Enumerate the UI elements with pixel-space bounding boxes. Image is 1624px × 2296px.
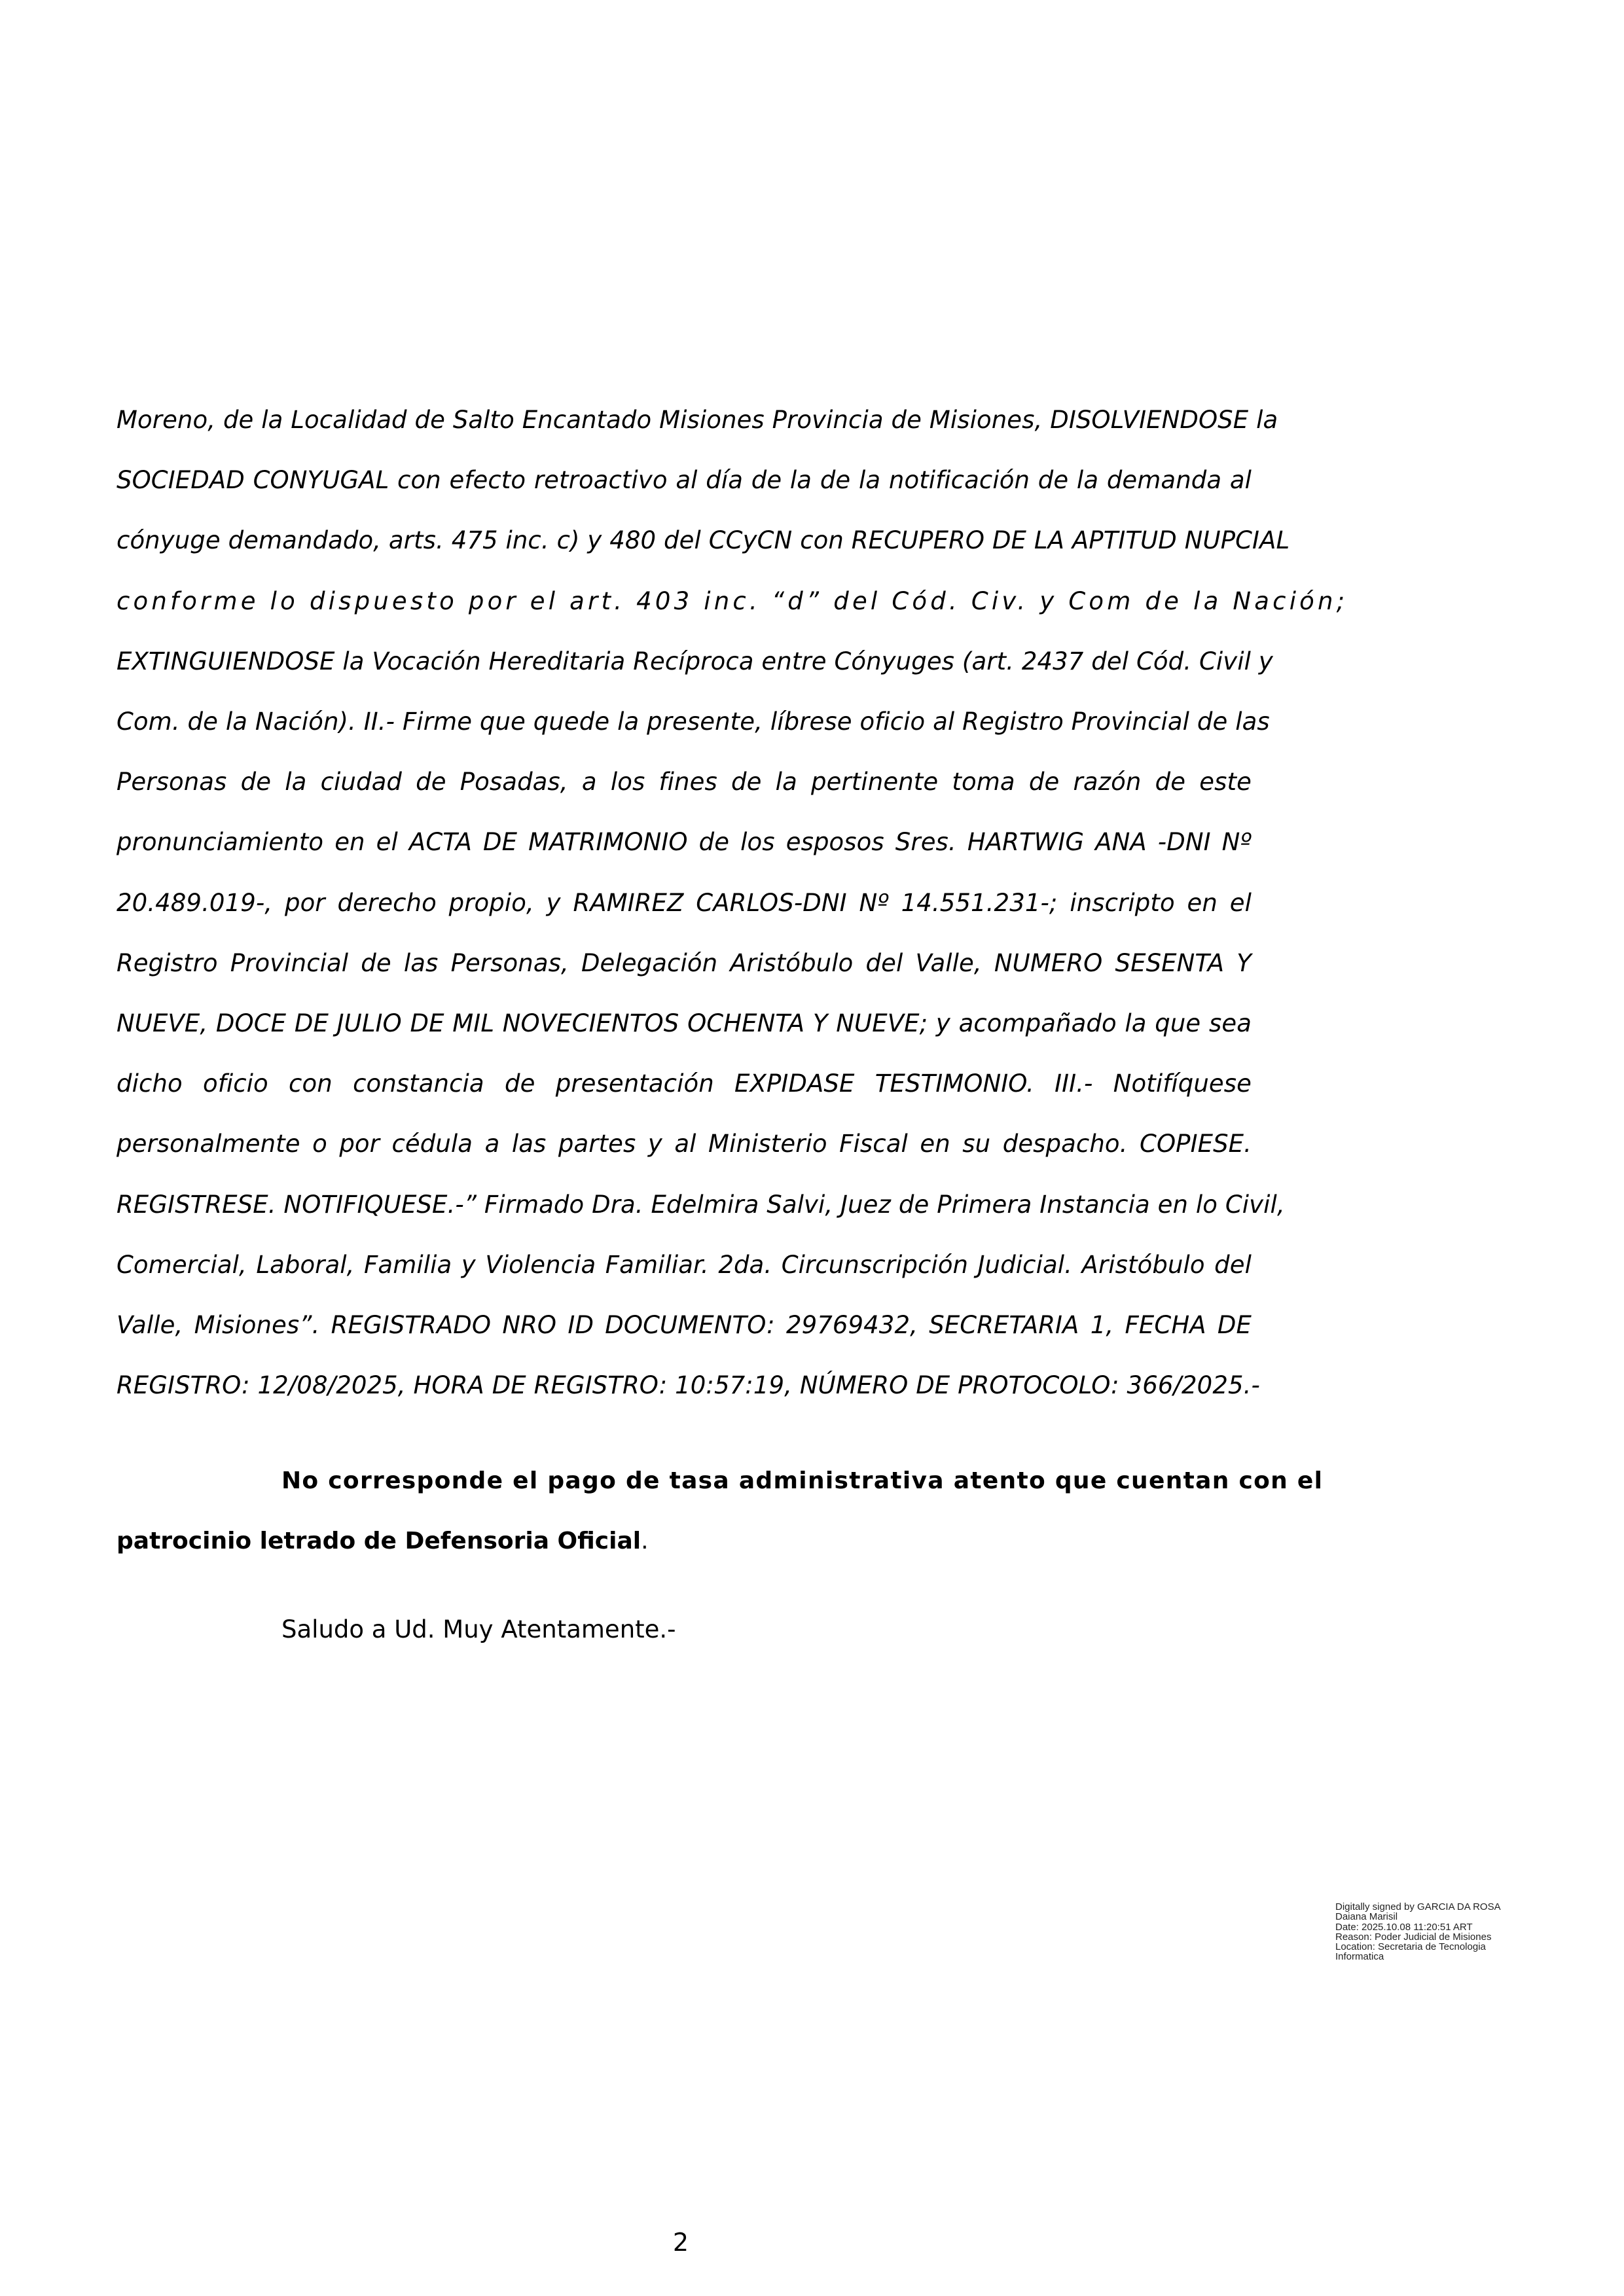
body-line: SOCIEDAD CONYUGAL con efecto retroactivo al día de la de la notificación de la demanda al [117, 466, 1252, 495]
body-line: cónyuge demandado, arts. 475 inc. c) y 480 del CCyCN con RECUPERO DE LA APTITUD NUPCIAL [117, 526, 1290, 555]
body-line: pronunciamiento en el ACTA DE MATRIMONIO de los esposos Sres. HARTWIG ANA -DNI Nº [117, 828, 1252, 857]
body-line: conforme lo dispuesto por el art. 403 inc. “d” del Cód. Civ. y Com de la Nación; [117, 586, 1348, 615]
body-line: REGISTRESE. NOTIFIQUESE.-” Firmado Dra. Edelmira Salvi, Juez de Primera Instancia en lo Civil, [117, 1190, 1285, 1219]
body-line: dicho oficio con constancia de presentación EXPIDASE TESTIMONIO. III.- Notifíquese [117, 1069, 1252, 1098]
body-line: EXTINGUIENDOSE la Vocación Hereditaria Recíproca entre Cónyuges (art. 2437 del Cód. Civil y [117, 647, 1273, 675]
digital-signature-stamp [1335, 1902, 1551, 1962]
body-line: Registro Provincial de las Personas, Delegación Aristóbulo del Valle, NUMERO SESENTA Y [117, 948, 1252, 977]
signature-line: Informatica [1335, 1951, 1384, 1963]
body-line: Personas de la ciudad de Posadas, a los fines de la pertinente toma de razón de este [117, 768, 1252, 797]
tasa-line-2-tail: . [641, 1528, 649, 1554]
tasa-line-1: No corresponde el pago de tasa administrativa atento que cuentan con el [281, 1467, 1324, 1494]
body-line: 20.489.019-, por derecho propio, y RAMIREZ CARLOS-DNI Nº 14.551.231-; inscripto en el [117, 888, 1252, 917]
tasa-notice [117, 1451, 1324, 1571]
page-number: 2 [672, 2228, 689, 2257]
body-line: Com. de la Nación). II.- Firme que quede la presente, líbrese oficio al Registro Provincial de las [117, 708, 1270, 736]
signature-line: Digitally signed by GARCIA DA ROSA [1335, 1901, 1501, 1912]
tasa-line-2 [117, 1511, 1252, 1571]
tasa-line-2-bold: patrocinio letrado de Defensoria Oficial [117, 1528, 641, 1554]
signature-line: Location: Secretaria de Tecnologia [1335, 1941, 1486, 1953]
body-line: Moreno, de la Localidad de Salto Encantado Misiones Provincia de Misiones, DISOLVIENDOSE la [117, 406, 1278, 434]
signature-line: Daiana Marisil [1335, 1911, 1398, 1923]
body-line: Comercial, Laboral, Familia y Violencia Familiar. 2da. Circunscripción Judicial. Aristóbulo del [117, 1250, 1252, 1279]
resolution-text [117, 390, 1348, 1416]
body-line: REGISTRO: 12/08/2025, HORA DE REGISTRO: 10:57:19, NÚMERO DE PROTOCOLO: 366/2025.- [117, 1371, 1260, 1400]
body-line: NUEVE, DOCE DE JULIO DE MIL NOVECIENTOS OCHENTA Y NUEVE; y acompañado la que sea [117, 1009, 1252, 1038]
signature-line: Date: 2025.10.08 11:20:51 ART [1335, 1921, 1473, 1933]
signature-line: Reason: Poder Judicial de Misiones [1335, 1931, 1492, 1943]
body-line: Valle, Misiones”. REGISTRADO NRO ID DOCUMENTO: 29769432, SECRETARIA 1, FECHA DE [117, 1311, 1252, 1340]
body-line: personalmente o por cédula a las partes y al Ministerio Fiscal en su despacho. COPIESE. [117, 1130, 1252, 1158]
closing-salutation: Saludo a Ud. Muy Atentamente.- [281, 1615, 676, 1643]
